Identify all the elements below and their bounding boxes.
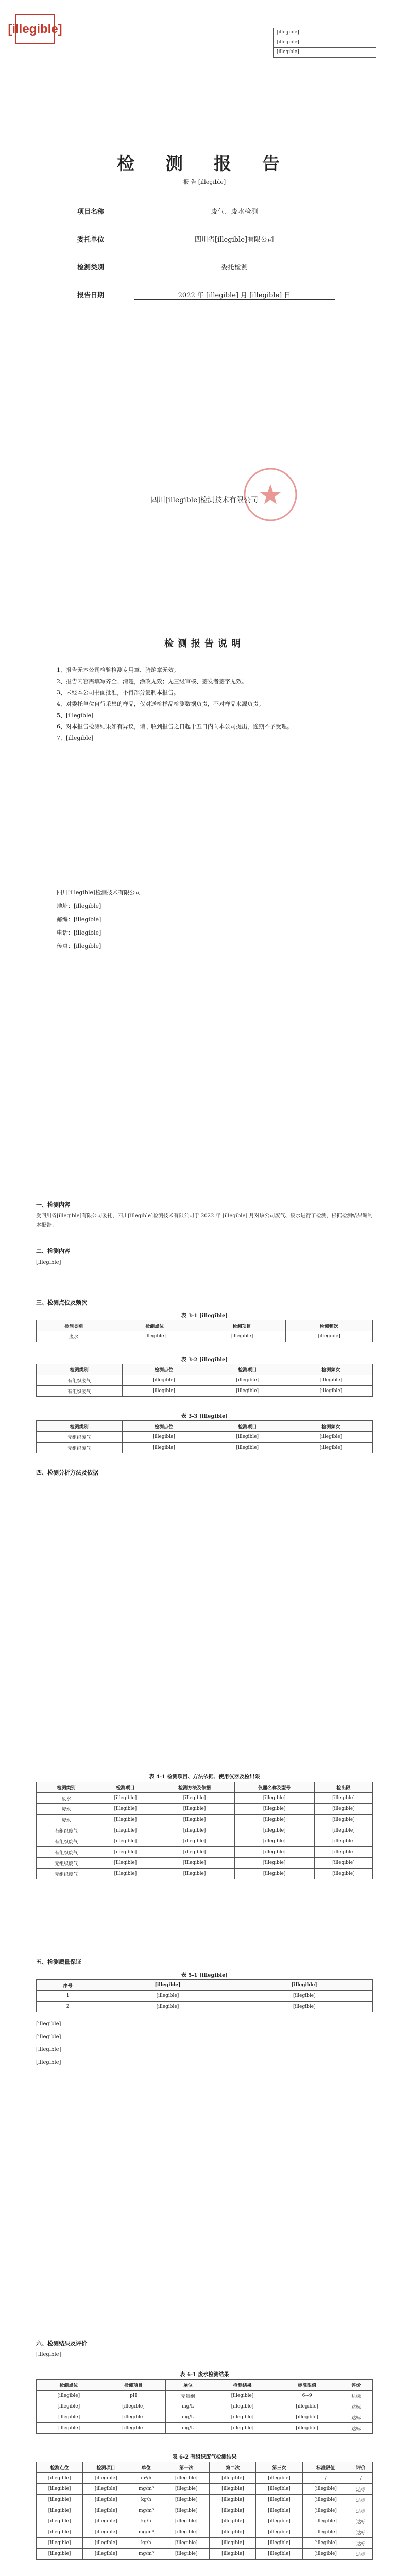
section-heading: 一、检测内容 [36,1201,70,1208]
table-cell: [illegible] [314,1804,372,1815]
table-cell: [illegible] [155,1847,234,1858]
table-cell: 有组织废气 [37,1386,123,1397]
table-cell: / [349,2473,372,2484]
column-header: 检测类别 [37,1320,111,1331]
table-cell: [illegible] [99,2002,236,2012]
table-cell: [illegible] [234,1815,314,1825]
table-row [37,2412,373,2423]
table-cell: [illegible] [163,2495,210,2505]
note-item: 7、[illegible] [57,735,94,741]
field-value: 2022 年 [illegible] 月 [illegible] 日 [134,290,335,300]
table-cell: [illegible] [289,1375,372,1386]
section-paragraph: 受四川省[illegible]有限公司委托，四川[illegible]检测技术有限公司于 2022 年 [illegible] 月对该公司废气、废水进行了检测，根据检测结果编制本报告。 [36,1213,373,1228]
points-table-organized [36,1364,373,1397]
statement-notes [57,665,355,744]
table-cell: [illegible] [256,2495,302,2505]
table-cell: [illegible] [210,2412,275,2423]
section-heading: 六、检测结果及评价 [36,2340,87,2347]
table-cell: [illegible] [37,2484,83,2495]
table-row [37,1815,373,1825]
column-header: 检测类别 [37,1782,96,1793]
table-cell: 无组织废气 [37,1858,96,1869]
table-cell: [illegible] [314,1825,372,1836]
cover-field-project [77,206,335,216]
column-header: 检测类别 [37,1364,123,1375]
table-row [37,1331,373,1342]
contact-info [57,886,355,953]
column-header: 第二次 [210,2462,256,2473]
table-cell: [illegible] [256,2516,302,2527]
table-row [37,1869,373,1879]
table-cell: [illegible] [155,1836,234,1847]
table-row [37,1386,373,1397]
table-cell: [illegible] [289,1443,372,1453]
table-cell: [illegible] [111,1331,198,1342]
table-cell: [illegible] [210,2549,256,2560]
table-cell: [illegible] [163,2484,210,2495]
table-caption: 表 3-1 [illegible] [181,1313,228,1319]
points-table-unorganized [36,1420,373,1453]
table-cell: [illegible] [210,2505,256,2516]
column-header: 检测频次 [285,1320,372,1331]
table-cell: [illegible] [234,1804,314,1815]
column-header: 检测点位 [37,2462,83,2473]
table-cell: [illegible] [289,1386,372,1397]
table-cell: mg/m³ [129,2484,163,2495]
table-cell: [illegible] [122,1375,206,1386]
column-header: 标准限值 [275,2380,339,2391]
table-cell: mg/m³ [129,2527,163,2538]
table-cell: [illegible] [236,1991,372,2002]
table-cell: 废水 [37,1804,96,1815]
table-cell: mg/m³ [129,2549,163,2560]
table-cell: [illegible] [256,2538,302,2549]
table-cell: [illegible] [256,2484,302,2495]
table-cell: 6~9 [275,2391,339,2401]
table-cell: kg/h [129,2538,163,2549]
table-cell: [illegible] [83,2473,129,2484]
table-cell: [illegible] [96,1825,155,1836]
table-cell: [illegible] [302,2495,349,2505]
table-row [37,2495,373,2505]
table-cell: [illegible] [234,1869,314,1879]
column-header: 检测项目 [206,1364,289,1375]
column-header: 仪器名称及型号 [234,1782,314,1793]
cover-field-date [77,290,335,300]
table-cell: [illegible] [302,2484,349,2495]
table-caption: 表 5-1 [illegible] [181,1973,228,1978]
table-cell: [illegible] [302,2527,349,2538]
table-cell: mg/L [166,2423,210,2434]
table-cell: 废水 [37,1331,111,1342]
note-item: 5、[illegible] [57,712,94,719]
table-cell: [illegible] [234,1836,314,1847]
table-cell: [illegible] [198,1331,285,1342]
table-cell: [illegible] [275,2412,339,2423]
table-cell: [illegible] [302,2516,349,2527]
table-cell: [illegible] [210,2516,256,2527]
cover-page [0,0,409,578]
table-caption: 表 3-2 [illegible] [181,1357,228,1363]
qa-paragraph: [illegible] [36,2060,61,2065]
column-header: 检测项目 [198,1320,285,1331]
table-cell: [illegible] [155,1869,234,1879]
table-cell: [illegible] [37,2423,101,2434]
table-cell: 无组织废气 [37,1869,96,1879]
contact-line: 四川[illegible]检测技术有限公司 [57,889,141,896]
qa-table [36,1979,373,2012]
cert-line: [illegible] [277,49,299,55]
table-cell: [illegible] [155,1825,234,1836]
table-cell: [illegible] [37,2538,83,2549]
table-cell: [illegible] [83,2484,129,2495]
table-cell: [illegible] [37,2412,101,2423]
table-cell: 无组织废气 [37,1432,123,1443]
report-title: 检 测 报 告 [117,154,292,174]
table-cell: [illegible] [234,1847,314,1858]
table-cell: [illegible] [37,2549,83,2560]
table-cell: [illegible] [163,2538,210,2549]
table-cell: [illegible] [83,2538,129,2549]
table-cell: [illegible] [37,2516,83,2527]
water-results-table [36,2379,373,2434]
table-cell: 有组织废气 [37,1847,96,1858]
table-cell: [illegible] [101,2412,166,2423]
table-cell: [illegible] [96,1804,155,1815]
field-label: 报告日期 [77,292,105,299]
certificate-box [273,28,376,58]
table-cell: [illegible] [210,2423,275,2434]
table-cell: 达标 [339,2423,373,2434]
table-cell: [illegible] [101,2401,166,2412]
column-header: 检测点位 [122,1421,206,1432]
table-cell: [illegible] [302,2549,349,2560]
table-cell: [illegible] [256,2473,302,2484]
table-cell: [illegible] [302,2505,349,2516]
table-cell: [illegible] [155,1858,234,1869]
table-cell: 有组织废气 [37,1836,96,1847]
table-cell: 达标 [339,2412,373,2423]
table-cell: 废水 [37,1815,96,1825]
table-cell: [illegible] [256,2549,302,2560]
table-cell: [illegible] [206,1432,289,1443]
table-cell: [illegible] [83,2516,129,2527]
table-row [37,2473,373,2484]
report-number: 报 告 [illegible] [183,179,226,185]
table-caption: 表 3-3 [illegible] [181,1414,228,1419]
table-cell: [illegible] [96,1815,155,1825]
table-cell: [illegible] [314,1815,372,1825]
table-row [37,2538,373,2549]
table-cell: [illegible] [256,2505,302,2516]
column-header: 检出限 [314,1782,372,1793]
table-row [37,1836,373,1847]
table-cell: [illegible] [96,1793,155,1804]
column-header: [illegible] [99,1980,236,1991]
table-row [37,1793,373,1804]
table-cell: [illegible] [155,1815,234,1825]
table-cell: [illegible] [96,1858,155,1869]
table-cell: [illegible] [163,2473,210,2484]
qa-paragraph: [illegible] [36,2047,61,2053]
table-cell: 达标 [349,2495,372,2505]
table-cell: 达标 [339,2401,373,2412]
table-row [37,1847,373,1858]
table-row [37,1858,373,1869]
table-cell: [illegible] [234,1825,314,1836]
column-header: 检测点位 [122,1364,206,1375]
table-cell: [illegible] [206,1386,289,1397]
table-cell: m³/h [129,2473,163,2484]
note-item: 2、报告内容需填写齐全、清楚，涂改无效；无三级审核、签发者签字无效。 [57,678,247,685]
table-cell: [illegible] [83,2495,129,2505]
table-cell: mg/L [166,2401,210,2412]
table-caption: 表 4-1 检测项目、方法依据、使用仪器及检出限 [149,1774,260,1780]
table-cell: 2 [37,2002,99,2012]
table-cell: [illegible] [96,1836,155,1847]
section-heading: 四、检测分析方法及依据 [36,1469,98,1476]
table-cell: mg/L [166,2412,210,2423]
table-cell: 达标 [349,2527,372,2538]
table-cell: [illegible] [210,2473,256,2484]
column-header: 检测点位 [37,2380,101,2391]
table-cell: [illegible] [163,2516,210,2527]
table-cell: [illegible] [37,2527,83,2538]
table-cell: 达标 [349,2484,372,2495]
issuer-name: 四川[illegible]检测技术有限公司 [151,496,258,504]
table-cell: 有组织废气 [37,1825,96,1836]
table-cell: pH [101,2391,166,2401]
table-cell: [illegible] [122,1386,206,1397]
table-row [37,2505,373,2516]
contact-line: 地址：[illegible] [57,903,101,909]
column-header: 检测项目 [206,1421,289,1432]
contact-line: 传真：[illegible] [57,943,101,950]
table-cell: [illegible] [101,2423,166,2434]
note-item: 6、对本报告检测结果如有异议，请于收到报告之日起十五日内向本公司提出，逾期不予受理。 [57,723,293,730]
table-caption: 表 6-1 废水检测结果 [180,2372,229,2378]
table-row [37,1443,373,1453]
table-row [37,2401,373,2412]
table-row [37,1804,373,1815]
column-header: 第一次 [163,2462,210,2473]
table-cell: [illegible] [234,1793,314,1804]
field-label: 委托单位 [77,236,105,244]
statement-title: 检测报告说明 [164,638,245,649]
table-cell: [illegible] [236,2002,372,2012]
table-cell: [illegible] [163,2505,210,2516]
table-cell: [illegible] [275,2423,339,2434]
points-table-water [36,1320,373,1342]
table-row [37,1991,373,2002]
table-cell: [illegible] [314,1847,372,1858]
svg-text:[illegible]: [illegible] [8,22,62,36]
section-paragraph: [illegible] [36,2352,61,2358]
column-header: 检测频次 [289,1421,372,1432]
table-cell: [illegible] [99,1991,236,2002]
column-header: 检测结果 [210,2380,275,2391]
table-cell: [illegible] [314,1793,372,1804]
column-header: [illegible] [236,1980,372,1991]
table-cell: [illegible] [96,1847,155,1858]
table-row [37,2002,373,2012]
column-header: 检测频次 [289,1364,372,1375]
statement-page [0,577,409,1155]
cert-line: [illegible] [274,38,376,48]
table-row [37,2527,373,2538]
table-cell: [illegible] [210,2495,256,2505]
organized-gas-results-table [36,2462,373,2560]
table-cell: / [302,2473,349,2484]
table-cell: [illegible] [96,1869,155,1879]
table-cell: [illegible] [210,2401,275,2412]
field-value: 委托检测 [134,262,335,272]
table-cell: 达标 [349,2516,372,2527]
table-cell: [illegible] [210,2527,256,2538]
table-row [37,1825,373,1836]
table-cell: [illegible] [163,2527,210,2538]
table-cell: [illegible] [122,1443,206,1453]
cover-fields [77,206,335,317]
table-row [37,2549,373,2560]
company-logo [8,13,62,44]
note-item: 1、报告无本公司检验检测专用章、骑缝章无效。 [57,667,179,673]
table-row [37,2516,373,2527]
table-cell: 达标 [349,2505,372,2516]
column-header: 评价 [349,2462,372,2473]
contact-line: 邮编：[illegible] [57,916,101,923]
section-paragraph: [illegible] [36,1260,61,1265]
table-cell: 无量纲 [166,2391,210,2401]
table-cell: [illegible] [210,2391,275,2401]
table-cell: 达标 [339,2391,373,2401]
table-cell: 废水 [37,1793,96,1804]
table-cell: 无组织废气 [37,1443,123,1453]
table-cell: 1 [37,1991,99,2002]
qa-paragraph: [illegible] [36,2034,61,2040]
table-row [37,2391,373,2401]
column-header: 检测项目 [96,1782,155,1793]
table-cell: [illegible] [210,2538,256,2549]
table-cell: [illegible] [210,2484,256,2495]
table-cell: [illegible] [314,1836,372,1847]
table-cell: [illegible] [206,1443,289,1453]
cover-field-client [77,234,335,244]
table-row [37,1375,373,1386]
table-caption: 表 6-2 有组织废气检测结果 [172,2454,237,2460]
table-cell: [illegible] [302,2538,349,2549]
table-cell: [illegible] [155,1804,234,1815]
methods-table [36,1782,373,1879]
table-cell: [illegible] [256,2527,302,2538]
column-header: 单位 [166,2380,210,2391]
column-header: 检测类别 [37,1421,123,1432]
table-cell: [illegible] [37,2391,101,2401]
table-cell: [illegible] [275,2401,339,2412]
cover-field-category [77,262,335,272]
section-heading: 三、检测点位及频次 [36,1299,87,1306]
qa-paragraph: [illegible] [36,2021,61,2027]
table-cell: [illegible] [155,1793,234,1804]
column-header: 标准限值 [302,2462,349,2473]
table-cell: [illegible] [234,1858,314,1869]
table-cell: [illegible] [289,1432,372,1443]
table-cell: 有组织废气 [37,1375,123,1386]
table-cell: [illegible] [37,2495,83,2505]
column-header: 第三次 [256,2462,302,2473]
field-value: 四川省[illegible]有限公司 [134,234,335,244]
column-header: 检测项目 [101,2380,166,2391]
table-cell: [illegible] [83,2505,129,2516]
table-row [37,1432,373,1443]
field-label: 项目名称 [77,208,105,216]
field-label: 检测类别 [77,264,105,272]
column-header: 评价 [339,2380,373,2391]
column-header: 检测方法及依据 [155,1782,234,1793]
table-cell: [illegible] [314,1858,372,1869]
table-cell: [illegible] [83,2549,129,2560]
section-heading: 五、检测质量保证 [36,1959,81,1965]
table-cell: [illegible] [206,1375,289,1386]
table-cell: [illegible] [122,1432,206,1443]
column-header: 单位 [129,2462,163,2473]
table-cell: [illegible] [285,1331,372,1342]
table-cell: 达标 [349,2538,372,2549]
note-item: 3、未经本公司书面批准，不得部分复制本报告。 [57,689,179,696]
table-cell: [illegible] [37,2473,83,2484]
table-row [37,2484,373,2495]
column-header: 检测点位 [111,1320,198,1331]
table-cell: [illegible] [163,2549,210,2560]
table-cell: mg/m³ [129,2505,163,2516]
table-cell: kg/h [129,2495,163,2505]
table-cell: [illegible] [314,1869,372,1879]
field-value: 废气、废水检测 [134,206,335,216]
column-header: 检测项目 [83,2462,129,2473]
note-item: 4、对委托单位自行采集的样品，仅对送检样品检测数据负责，不对样品来源负责。 [57,701,264,707]
table-cell: 达标 [349,2549,372,2560]
column-header: 序号 [37,1980,99,1991]
table-cell: [illegible] [83,2527,129,2538]
table-cell: [illegible] [37,2401,101,2412]
table-cell: kg/h [129,2516,163,2527]
contact-line: 电话：[illegible] [57,929,101,936]
cert-line: [illegible] [274,28,376,38]
section-heading: 二、检测内容 [36,1248,70,1255]
table-row [37,2423,373,2434]
table-cell: [illegible] [37,2505,83,2516]
